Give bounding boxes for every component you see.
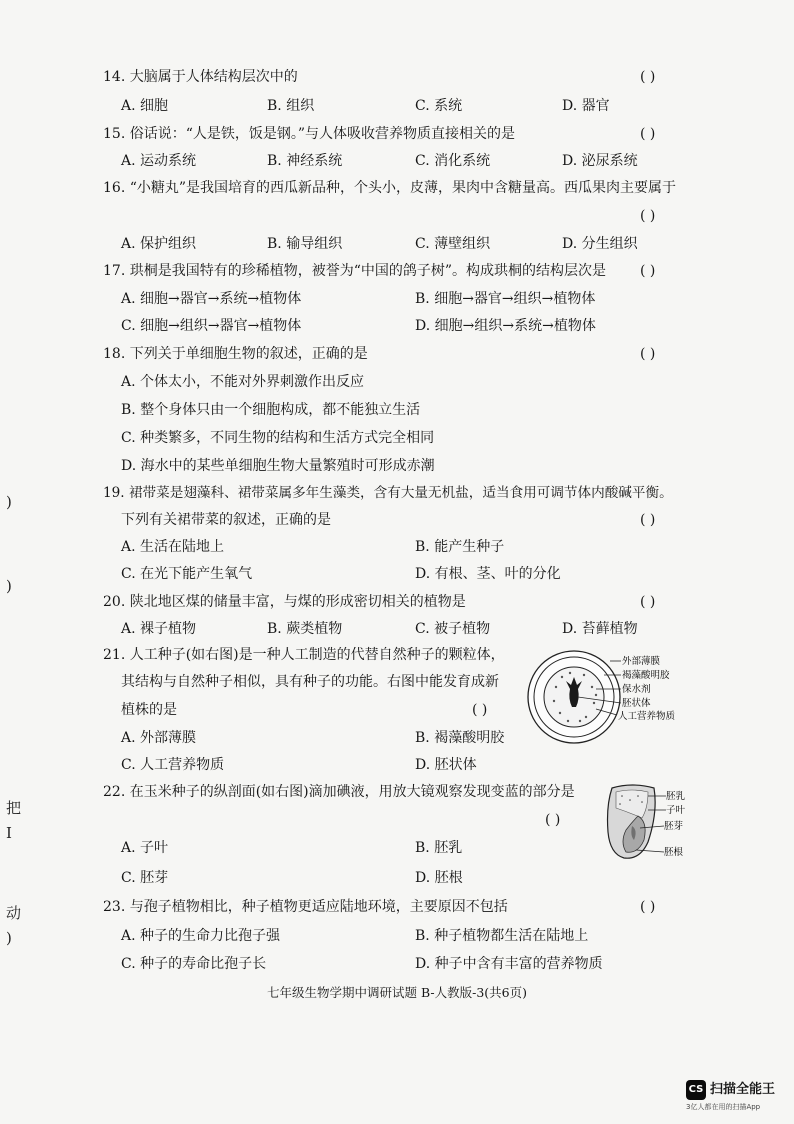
option: A. 种子的生命力比孢子强: [121, 928, 281, 944]
option: D. 海水中的某些单细胞生物大量繁殖时可形成赤潮: [121, 458, 435, 474]
margin-char: 把: [6, 799, 22, 817]
option: B. 神经系统: [267, 153, 343, 169]
answer-bracket: ( ): [545, 812, 561, 828]
fig-label: 人工营养物质: [618, 711, 676, 722]
page-footer: 七年级生物学期中调研试题 B-人教版-3(共6页): [267, 985, 527, 1000]
option: D. 分生组织: [562, 236, 638, 252]
option: C. 薄壁组织: [415, 236, 491, 252]
fig-label: 外部薄膜: [622, 656, 661, 667]
option: B. 细胞→器官→组织→植物体: [415, 291, 596, 307]
option: C. 在光下能产生氧气: [121, 566, 253, 582]
option: B. 胚乳: [415, 840, 463, 856]
question-stem: 20. 陕北地区煤的储量丰富，与煤的形成密切相关的植物是: [103, 594, 466, 610]
question-stem: 18. 下列关于单细胞生物的叙述，正确的是: [103, 346, 368, 362]
watermark-sub: 3亿人都在用的扫描App: [686, 1103, 761, 1111]
option: D. 种子中含有丰富的营养物质: [415, 956, 603, 972]
watermark-name: 扫描全能王: [710, 1082, 776, 1097]
option: D. 胚根: [415, 870, 463, 886]
fig-label: 胚状体: [622, 698, 651, 709]
question-stem: 19. 裙带菜是翅藻科、裙带菜属多年生藻类，含有大量无机盐，适当食用可调节体内酸碱平衡。: [103, 485, 673, 501]
option: D. 器官: [562, 98, 610, 114]
option: C. 细胞→组织→器官→植物体: [121, 318, 302, 334]
answer-bracket: ( ): [640, 263, 656, 279]
fig-label: 褐藻酸明胶: [622, 670, 670, 681]
option: D. 细胞→组织→系统→植物体: [415, 318, 596, 334]
option: B. 种子植物都生活在陆地上: [415, 928, 589, 944]
question-stem: 23. 与孢子植物相比，种子植物更适应陆地环境，主要原因不包括: [103, 899, 508, 915]
answer-bracket: ( ): [640, 899, 656, 915]
margin-char: ): [6, 493, 12, 511]
option: B. 蕨类植物: [267, 621, 343, 637]
margin-char: ): [6, 577, 12, 595]
question-stem: 22. 在玉米种子的纵剖面(如右图)滴加碘液，用放大镜观察发现变蓝的部分是: [103, 784, 575, 800]
artificial-seed-figure: [524, 647, 700, 747]
fig-label: 胚芽: [664, 821, 684, 832]
corn-seed-figure: [602, 782, 698, 864]
question-stem: 15. 俗话说：“人是铁，饭是钢。”与人体吸收营养物质直接相关的是: [103, 126, 516, 142]
option: A. 细胞: [121, 98, 169, 114]
answer-bracket: ( ): [640, 594, 656, 610]
option: C. 种子的寿命比孢子长: [121, 956, 267, 972]
option: C. 人工营养物质: [121, 757, 225, 773]
answer-bracket: ( ): [640, 512, 656, 528]
question-stem: 21. 人工种子(如右图)是一种人工制造的代替自然种子的颗粒体，: [103, 647, 505, 663]
option: A. 保护组织: [121, 236, 197, 252]
question-stem: 17. 珙桐是我国特有的珍稀植物，被誉为“中国的鸽子树”。构成珙桐的结构层次是: [103, 263, 607, 279]
margin-char: I: [6, 824, 12, 842]
option: D. 泌尿系统: [562, 153, 638, 169]
option: C. 种类繁多，不同生物的结构和生活方式完全相同: [121, 430, 435, 446]
question-stem: 16. “小糖丸”是我国培育的西瓜新品种，个头小，皮薄，果肉中含糖量高。西瓜果肉主要属于: [103, 180, 677, 196]
option: B. 整个身体只由一个细胞构成，都不能独立生活: [121, 402, 421, 418]
question-stem: 14. 大脑属于人体结构层次中的: [103, 69, 298, 85]
question-stem-line2: 其结构与自然种子相似，具有种子的功能。右图中能发育成新: [121, 674, 499, 690]
fig-label: 胚乳: [666, 791, 686, 802]
option: A. 裸子植物: [121, 621, 197, 637]
option: A. 运动系统: [121, 153, 197, 169]
fig-label: 胚根: [664, 847, 684, 858]
option: B. 能产生种子: [415, 539, 505, 555]
camscanner-logo-icon: CS: [686, 1080, 706, 1100]
option: C. 被子植物: [415, 621, 491, 637]
option: D. 有根、茎、叶的分化: [415, 566, 561, 582]
option: C. 胚芽: [121, 870, 169, 886]
answer-bracket: ( ): [640, 69, 656, 85]
margin-char: ): [6, 929, 12, 947]
option: C. 系统: [415, 98, 463, 114]
option: A. 细胞→器官→系统→植物体: [121, 291, 302, 307]
option: A. 子叶: [121, 840, 169, 856]
option: C. 消化系统: [415, 153, 491, 169]
margin-char: 动: [6, 904, 22, 922]
fig-label: 子叶: [666, 805, 686, 816]
answer-bracket: ( ): [640, 346, 656, 362]
scanner-watermark: [686, 1080, 786, 1116]
option: A. 生活在陆地上: [121, 539, 225, 555]
fig-label: 保水剂: [622, 684, 651, 695]
option: A. 外部薄膜: [121, 730, 197, 746]
option: B. 褐藻酸明胶: [415, 730, 505, 746]
answer-bracket: ( ): [640, 126, 656, 142]
option: B. 输导组织: [267, 236, 343, 252]
option: D. 胚状体: [415, 757, 477, 773]
option: A. 个体太小，不能对外界刺激作出反应: [121, 374, 365, 390]
question-stem-line2: 下列有关裙带菜的叙述，正确的是: [121, 512, 331, 528]
option: B. 组织: [267, 98, 315, 114]
question-stem-line3: 植株的是: [121, 702, 177, 718]
option: D. 苔藓植物: [562, 621, 638, 637]
answer-bracket: ( ): [472, 702, 488, 718]
answer-bracket: ( ): [640, 208, 656, 224]
